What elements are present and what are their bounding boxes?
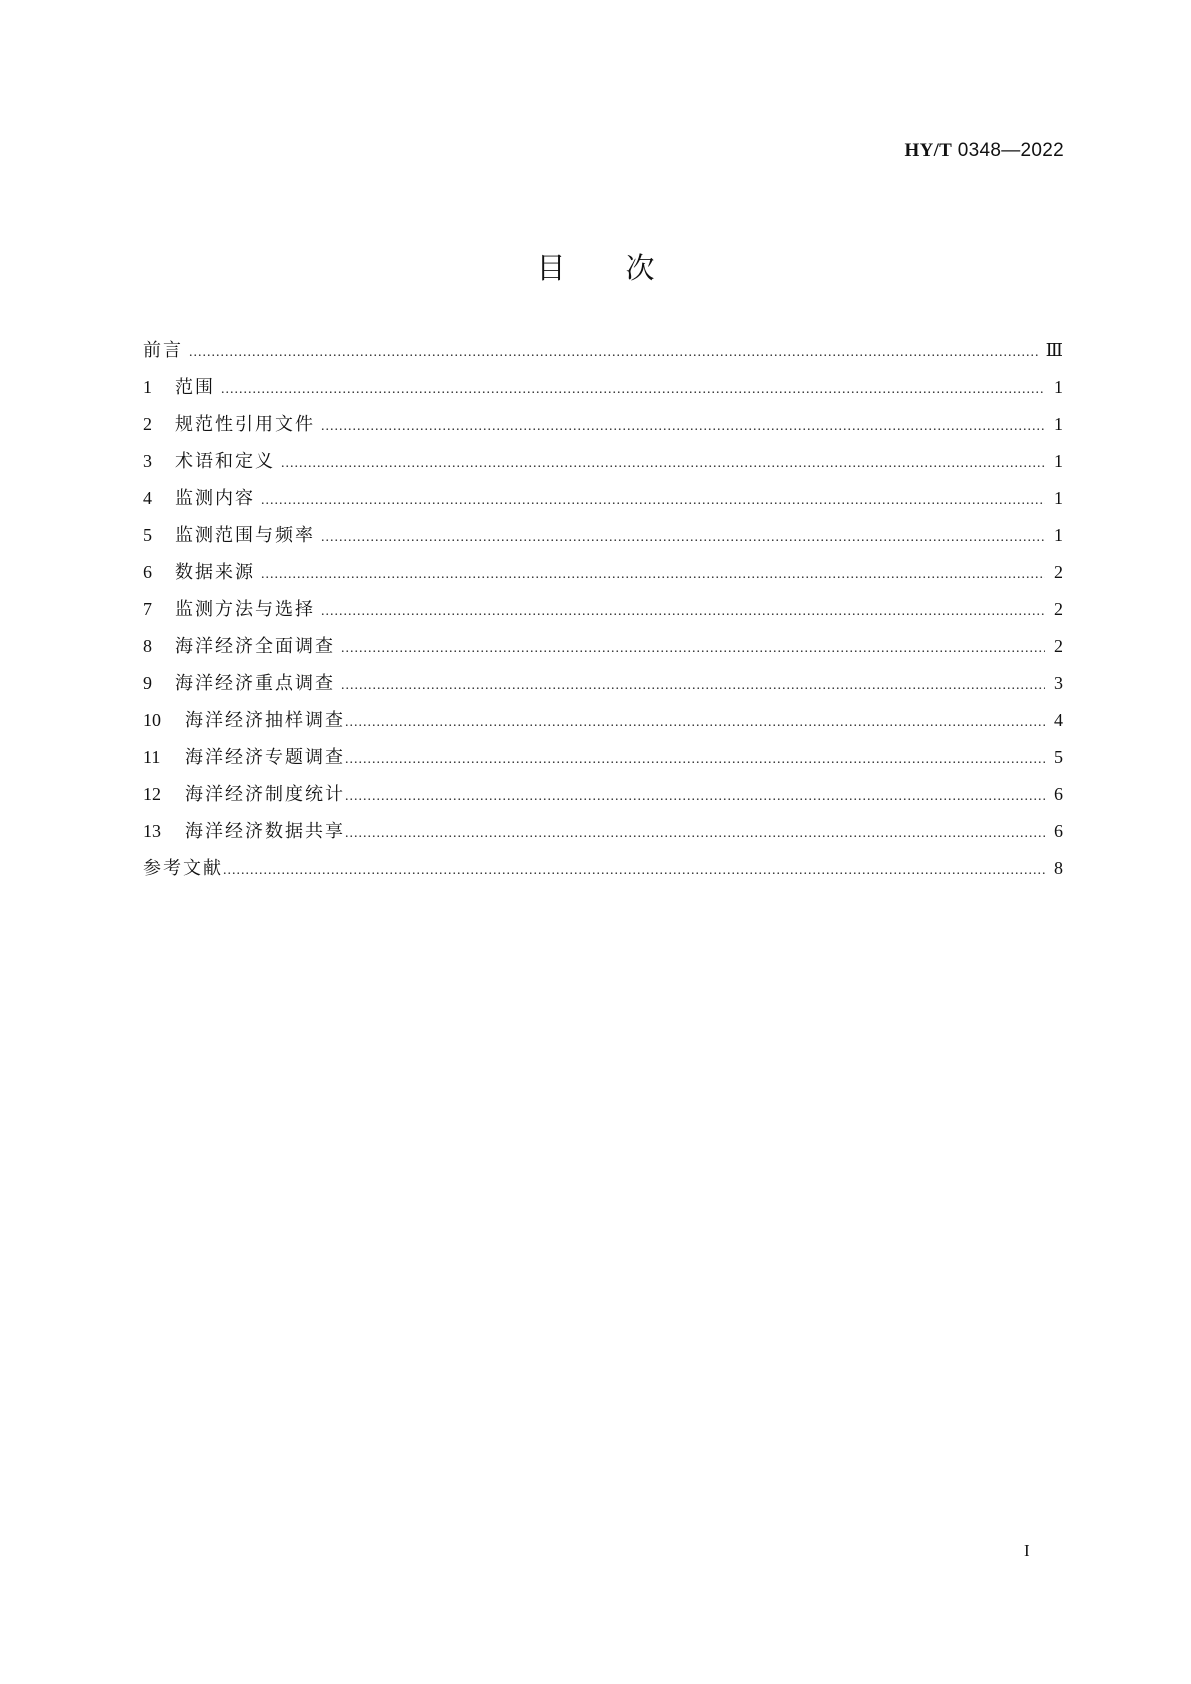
toc-entry-page: 5	[1054, 747, 1063, 767]
toc-entry-7[interactable]	[143, 595, 1063, 632]
toc-entry-label: 前言	[143, 340, 183, 361]
toc-entry-label: 术语和定义	[175, 451, 275, 472]
toc-entry-label: 监测方法与选择	[175, 599, 315, 620]
toc-entry-page: 1	[1054, 488, 1063, 508]
toc-leader	[341, 641, 1045, 657]
toc-entry-page: 2	[1054, 599, 1063, 619]
toc-entry-number: 7	[143, 599, 152, 619]
toc-entry-13[interactable]	[143, 817, 1063, 854]
toc-entry-label: 海洋经济抽样调查	[185, 710, 345, 731]
toc-entry-page: 1	[1054, 525, 1063, 545]
toc-leader	[261, 493, 1045, 509]
toc-entry-label: 规范性引用文件	[175, 414, 315, 435]
toc-entry-4[interactable]	[143, 484, 1063, 521]
toc-entry-page: 2	[1054, 562, 1063, 582]
toc-leader	[189, 345, 1040, 361]
toc-entry-number: 11	[143, 747, 161, 767]
toc-entry-number: 5	[143, 525, 152, 545]
toc-leader	[223, 863, 1045, 879]
toc-entry-3[interactable]	[143, 447, 1063, 484]
toc-entry-label: 范围	[175, 377, 215, 398]
page-number: I	[1024, 1541, 1030, 1560]
toc-entry-5[interactable]	[143, 521, 1063, 558]
toc-entry-6[interactable]	[143, 558, 1063, 595]
document-code-prefix: HY/T	[904, 140, 953, 161]
toc-entry-label: 海洋经济制度统计	[185, 784, 345, 805]
toc-leader	[341, 678, 1045, 694]
toc-entry-number: 13	[143, 821, 161, 841]
toc-entry-page: Ⅲ	[1045, 340, 1063, 360]
toc-leader	[321, 419, 1045, 435]
toc-leader	[345, 752, 1045, 768]
toc-leader	[321, 604, 1045, 620]
toc-entry-number: 4	[143, 488, 152, 508]
toc-leader	[321, 530, 1045, 546]
toc-entry-label: 海洋经济数据共享	[185, 821, 345, 842]
toc-entry-9[interactable]	[143, 669, 1063, 706]
toc-entry-label: 参考文献	[143, 858, 223, 879]
toc-entry-page: 1	[1054, 414, 1063, 434]
table-of-contents	[143, 336, 1063, 891]
toc-entry-page: 6	[1054, 784, 1063, 804]
toc-entry-label: 海洋经济专题调查	[185, 747, 345, 768]
toc-leader	[281, 456, 1045, 472]
toc-entry-number: 1	[143, 377, 152, 397]
toc-leader	[345, 789, 1045, 805]
toc-entry-number: 10	[143, 710, 161, 730]
toc-entry-label: 数据来源	[175, 562, 255, 583]
toc-entry-number: 3	[143, 451, 152, 471]
toc-entry-number: 8	[143, 636, 152, 656]
toc-entry-page: 3	[1054, 673, 1063, 693]
toc-entry-page: 1	[1054, 451, 1063, 471]
toc-entry-page: 4	[1054, 710, 1063, 730]
toc-entry-label: 海洋经济重点调查	[175, 673, 335, 694]
toc-leader	[345, 715, 1045, 731]
toc-entry-bibliography[interactable]	[143, 854, 1063, 891]
toc-entry-label: 监测内容	[175, 488, 255, 509]
toc-entry-10[interactable]	[143, 706, 1063, 743]
toc-entry-foreword[interactable]	[143, 336, 1063, 373]
document-code	[905, 140, 1065, 162]
toc-entry-label: 监测范围与频率	[175, 525, 315, 546]
toc-title: 目次	[536, 251, 715, 285]
toc-entry-page: 6	[1054, 821, 1063, 841]
toc-leader	[221, 382, 1045, 398]
toc-entry-1[interactable]	[143, 373, 1063, 410]
toc-leader	[345, 826, 1045, 842]
toc-entry-number: 2	[143, 414, 152, 434]
toc-leader	[261, 567, 1045, 583]
toc-entry-2[interactable]	[143, 410, 1063, 447]
toc-entry-page: 8	[1054, 858, 1063, 878]
toc-entry-number: 12	[143, 784, 161, 804]
toc-entry-8[interactable]	[143, 632, 1063, 669]
toc-entry-label: 海洋经济全面调查	[175, 636, 335, 657]
toc-entry-page: 2	[1054, 636, 1063, 656]
toc-entry-number: 6	[143, 562, 152, 582]
toc-entry-11[interactable]	[143, 743, 1063, 780]
toc-entry-number: 9	[143, 673, 152, 693]
toc-entry-12[interactable]	[143, 780, 1063, 817]
document-code-number: 0348—2022	[957, 140, 1064, 161]
toc-entry-page: 1	[1054, 377, 1063, 397]
